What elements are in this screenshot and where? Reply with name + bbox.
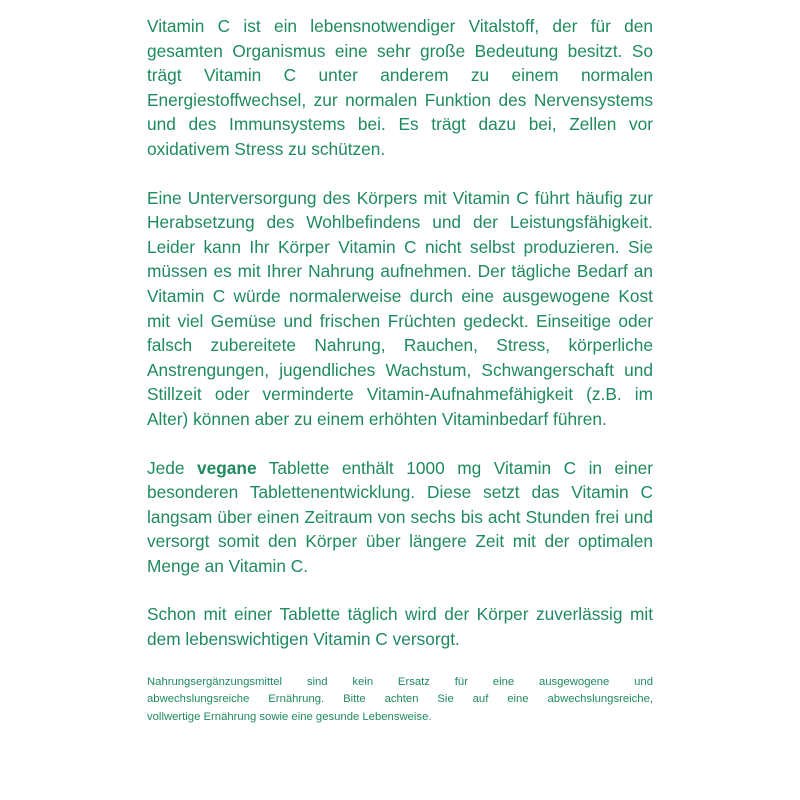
tablet-text-start: Jede — [147, 457, 197, 478]
paragraph-vitamin-c-importance: Vitamin C ist ein lebensnotwendiger Vitalstoff, der für den gesamten Organismus eine sehr große Bedeutung besitzt. So trägt Vitamin C unter anderem zu einem normalen Energiestoffwechsel, zur normalen Funktion des Nervensystems und des Immunsystems bei. Es trägt dazu bei, Zellen vor oxidativem Stress zu schützen. — [147, 16, 653, 159]
paragraph-vitamin-c-deficiency: Eine Unterversorgung des Körpers mit Vitamin C führt häufig zur Herabsetzung des Wohlbefindens und der Leistungsfähigkeit. Leider kann Ihr Körper Vitamin C nicht selbst produzieren. Sie müssen es mit Ihrer Nahrung aufnehmen. Der tägliche Bedarf an Vitamin C würde normalerweise durch eine ausgewogene Kost mit viel Gemüse und frischen Früchten gedeckt. Einseitige oder falsch zubereitete Nahrung, Rauchen, Stress, körperliche Anstrengungen, jugendliches Wachstum, Schwangerschaft und Stillzeit oder verminderte Vitamin-Aufnahmefähigkeit (z.B. im Alter) können aber zu einem erhöhten Vitaminbedarf führen. — [147, 187, 653, 429]
supplement-disclaimer — [147, 674, 653, 727]
disclaimer-line: vollwertige Ernährung sowie eine gesunde Lebensweise. — [147, 710, 432, 723]
document-body — [147, 14, 653, 726]
vegan-emphasis: vegane — [197, 457, 257, 478]
paragraph-tablet-description — [147, 456, 653, 579]
paragraph-daily-dose: Schon mit einer Tablette täglich wird der Körper zuverlässig mit dem lebenswichtigen Vitamin C versorgt. — [147, 604, 653, 650]
tablet-text-rest: Tablette enthält 1000 mg Vitamin C in einer besonderen Tablettenentwicklung. Diese setzt das Vitamin C langsam über einen Zeitraum von sechs bis acht Stunden frei und versorgt somit den Körper über längere Zeit mit der optimalen Menge an Vitamin C. — [147, 457, 653, 576]
disclaimer-line: abwechslungsreiche Ernährung. Bitte achten Sie auf eine abwechslungsreiche, — [147, 693, 653, 706]
disclaimer-line: Nahrungsergänzungsmittel sind kein Ersatz für eine ausgewogene und — [147, 675, 653, 688]
